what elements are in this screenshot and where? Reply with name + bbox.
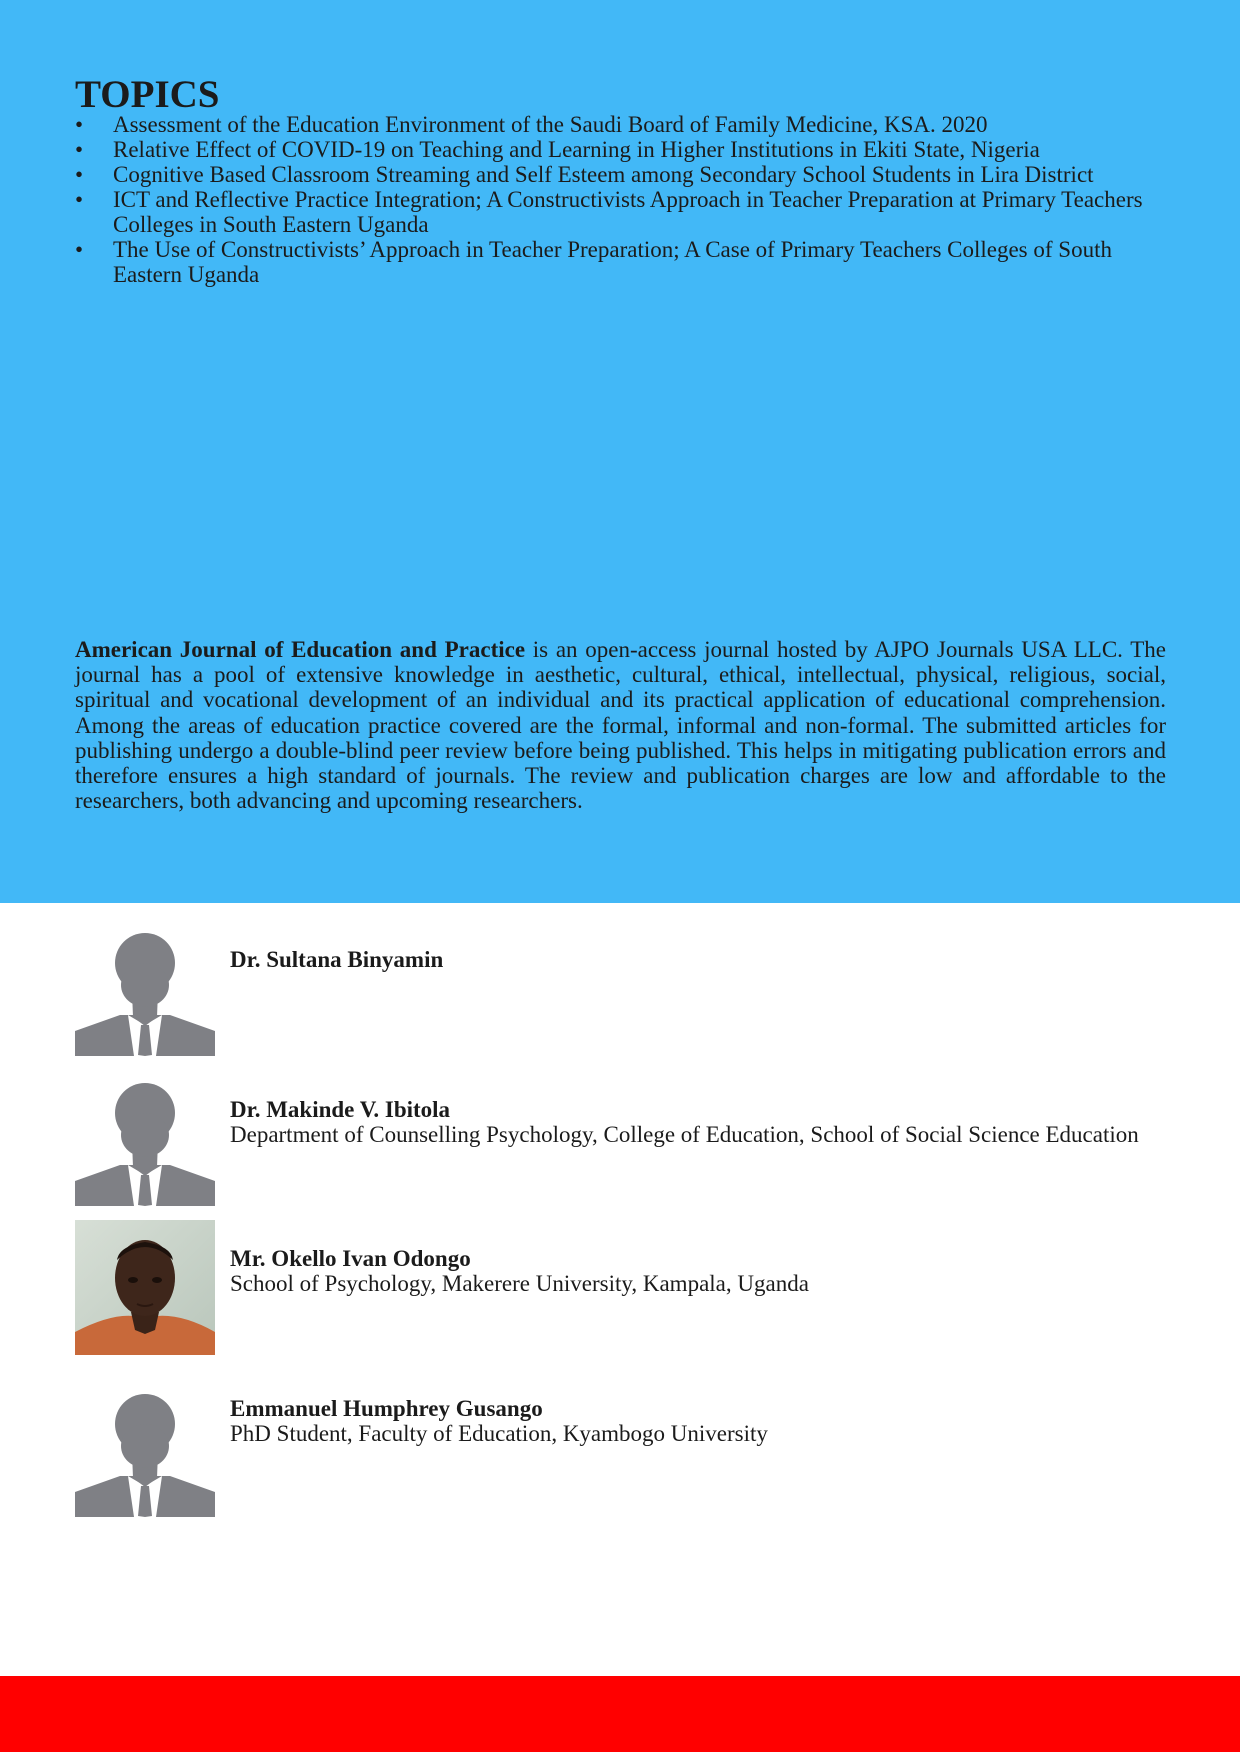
author-name: Dr. Makinde V. Ibitola — [230, 1097, 451, 1122]
author-entry — [75, 1394, 1175, 1534]
journal-name: American Journal of Education and Practice — [75, 637, 526, 662]
bullet-icon: • — [75, 237, 84, 262]
author-entry — [75, 933, 1175, 1073]
journal-description-text: is an open-access journal hosted by AJPO Journals USA LLC. The journal has a pool of extensive knowledge in aesthetic, cultural, ethical, intellectual, physical, religious, social, spiritual and vocational development of an individual and its practical application of educational comprehension. Among the areas of education practice covered are the formal, informal and non-formal. The submitted articles for publishing undergo a double-blind peer review before being published. This helps in mitigating publication errors and therefore ensures a high standard of journals. The review and publication charges are low and affordable to the researchers, both advancing and upcoming researchers. — [75, 637, 1167, 814]
topic-item — [75, 237, 1175, 287]
silhouette-avatar-icon — [75, 1394, 215, 1529]
author-affiliation: School of Psychology, Makerere University, Kampala, Uganda — [230, 1271, 809, 1296]
bullet-icon: • — [75, 137, 84, 162]
journal-description — [75, 637, 1166, 813]
author-affiliation: Department of Counselling Psychology, College of Education, School of Social Science Education — [230, 1122, 1139, 1147]
topic-text: Cognitive Based Classroom Streaming and Self Esteem among Secondary School Students in Lira District — [113, 162, 1094, 187]
author-affiliation: PhD Student, Faculty of Education, Kyambogo University — [230, 1421, 768, 1446]
topic-item — [75, 162, 1175, 187]
topic-item — [75, 112, 1175, 137]
topic-text: Assessment of the Education Environment of the Saudi Board of Family Medicine, KSA. 2020 — [113, 112, 988, 137]
topic-item — [75, 137, 1175, 162]
topic-text: ICT and Reflective Practice Integration; A Constructivists Approach in Teacher Preparation at Primary Teachers Colleges in South Eastern Uganda — [113, 187, 1143, 237]
author-name: Dr. Sultana Binyamin — [230, 947, 444, 972]
topics-list — [75, 112, 1175, 287]
author-name: Mr. Okello Ivan Odongo — [230, 1246, 471, 1271]
topics-title: TOPICS — [75, 73, 220, 116]
photo-avatar-icon — [75, 1220, 215, 1355]
topic-text: Relative Effect of COVID-19 on Teaching and Learning in Higher Institutions in Ekiti State, Nigeria — [113, 137, 1040, 162]
author-entry — [75, 1083, 1175, 1223]
topic-item — [75, 187, 1175, 237]
footer-band — [0, 1676, 1240, 1752]
silhouette-avatar-icon — [75, 933, 215, 1068]
silhouette-avatar-icon — [75, 1083, 215, 1218]
bullet-icon: • — [75, 187, 84, 212]
topic-text: The Use of Constructivists’ Approach in Teacher Preparation; A Case of Primary Teachers Colleges of South Eastern Uganda — [113, 237, 1112, 287]
author-entry — [75, 1220, 1175, 1360]
bullet-icon: • — [75, 162, 84, 187]
bullet-icon: • — [75, 112, 84, 137]
author-name: Emmanuel Humphrey Gusango — [230, 1396, 543, 1421]
